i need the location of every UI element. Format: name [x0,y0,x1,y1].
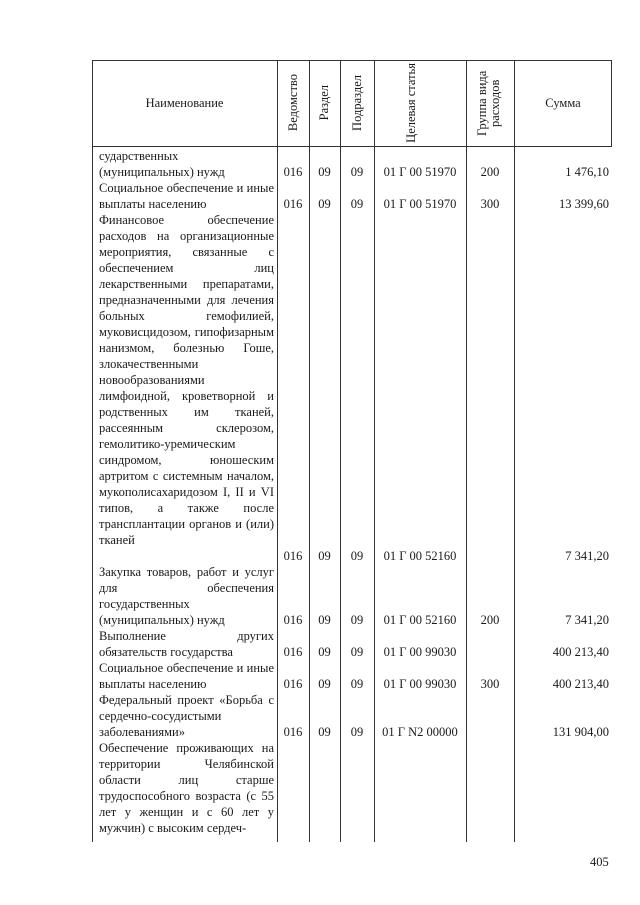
row-summa: 131 904,00 [552,725,609,739]
header-razdel [309,60,340,146]
row-podrazdel: 09 [350,725,364,739]
row-podrazdel: 09 [350,197,364,211]
row-tselevaya: 01 Г 00 51970 [383,197,457,211]
header-razdel-label: Раздел [317,85,331,121]
row-vedomstvo: 016 [283,645,303,659]
header-name [92,60,277,146]
row-gruppa: 200 [480,613,500,627]
header-tselevaya-label: Целевая статья [404,63,418,143]
row-tselevaya: 01 Г 00 51970 [383,165,457,179]
column-border [92,60,93,842]
header-vedomstvo-label: Ведомство [285,74,300,132]
row-tselevaya: 01 Г 00 99030 [383,677,457,691]
row-podrazdel: 09 [350,677,364,691]
row-vedomstvo: 016 [283,549,303,563]
header-vedomstvo [277,60,309,146]
header-summa-label: Сумма [545,95,581,110]
header-gruppa [466,60,514,146]
row-podrazdel: 09 [350,645,364,659]
row-razdel: 09 [318,613,331,627]
row-gruppa: 300 [480,197,500,211]
row-podrazdel: 09 [350,613,364,627]
row-name: Федеральный проект «Борьба с сердечно-сосудистыми заболеваниями» [99,693,274,739]
row-name: Обеспечение проживающих на территории Челябинской области лиц старше трудоспособного возраста (с 55 лет у женщин и с 60 лет у мужчин) с высоким сердеч- [99,741,274,835]
row-summa: 7 341,20 [565,613,609,627]
row-tselevaya: 01 Г 00 99030 [383,645,457,659]
row-tselevaya: 01 Г 00 52160 [383,613,457,627]
row-gruppa: 200 [480,165,500,179]
header-bottom-border [92,146,612,147]
row-vedomstvo: 016 [283,197,303,211]
row-podrazdel: 09 [350,549,364,563]
row-vedomstvo: 016 [283,613,303,627]
row-tselevaya: 01 Г 00 52160 [383,549,457,563]
row-podrazdel: 09 [350,165,364,179]
row-name: сударственных (муниципальных) нужд [99,149,225,179]
row-gruppa: 300 [480,677,500,691]
row-vedomstvo: 016 [283,725,303,739]
row-summa: 400 213,40 [552,645,609,659]
row-summa: 1 476,10 [565,165,609,179]
row-razdel: 09 [318,165,331,179]
row-name: Социальное обеспечение и иные выплаты населению [99,181,274,211]
header-gruppa-label: Группа вида расходов [475,70,502,136]
page-number: 405 [590,855,609,869]
header-tselevaya [374,60,466,146]
row-name: Социальное обеспечение и иные выплаты населению [99,661,274,691]
row-summa: 400 213,40 [552,677,609,691]
row-razdel: 09 [318,197,331,211]
row-summa: 7 341,20 [565,549,609,563]
row-vedomstvo: 016 [283,165,303,179]
row-name: Выполнение других обязательств государства [99,629,274,659]
header-podrazdel-label: Подраздел [349,75,364,131]
row-name: Финансовое обеспечение расходов на организационные мероприятия, связанные с обеспечением лиц лекарственными препаратами, предназначенными для лечения больных гемофилией, муковисцидозом, гипофизарным нанизмом, болезнью Гоше, злокачественными новообразованиями лимфоидной, кроветворной и родственных им тканей, рассеянным склерозом, гемолитико-уремическим синдромом, юношеским артритом с системным началом, мукополисахаридозом I, II и VI типов, а также после трансплантации органов и (или) тканей [99,213,274,547]
budget-table [92,60,612,842]
header-summa [514,60,612,146]
row-vedomstvo: 016 [283,677,303,691]
row-razdel: 09 [318,645,331,659]
row-tselevaya: 01 Г N2 00000 [382,725,458,739]
header-name-label: Наименование [145,95,224,110]
row-summa: 13 399,60 [559,197,609,211]
row-razdel: 09 [318,677,331,691]
row-razdel: 09 [318,549,331,563]
row-razdel: 09 [318,725,331,739]
row-name: Закупка товаров, работ и услуг для обеспечения государственных (муниципальных) нужд [99,565,274,627]
header-podrazdel [340,60,374,146]
